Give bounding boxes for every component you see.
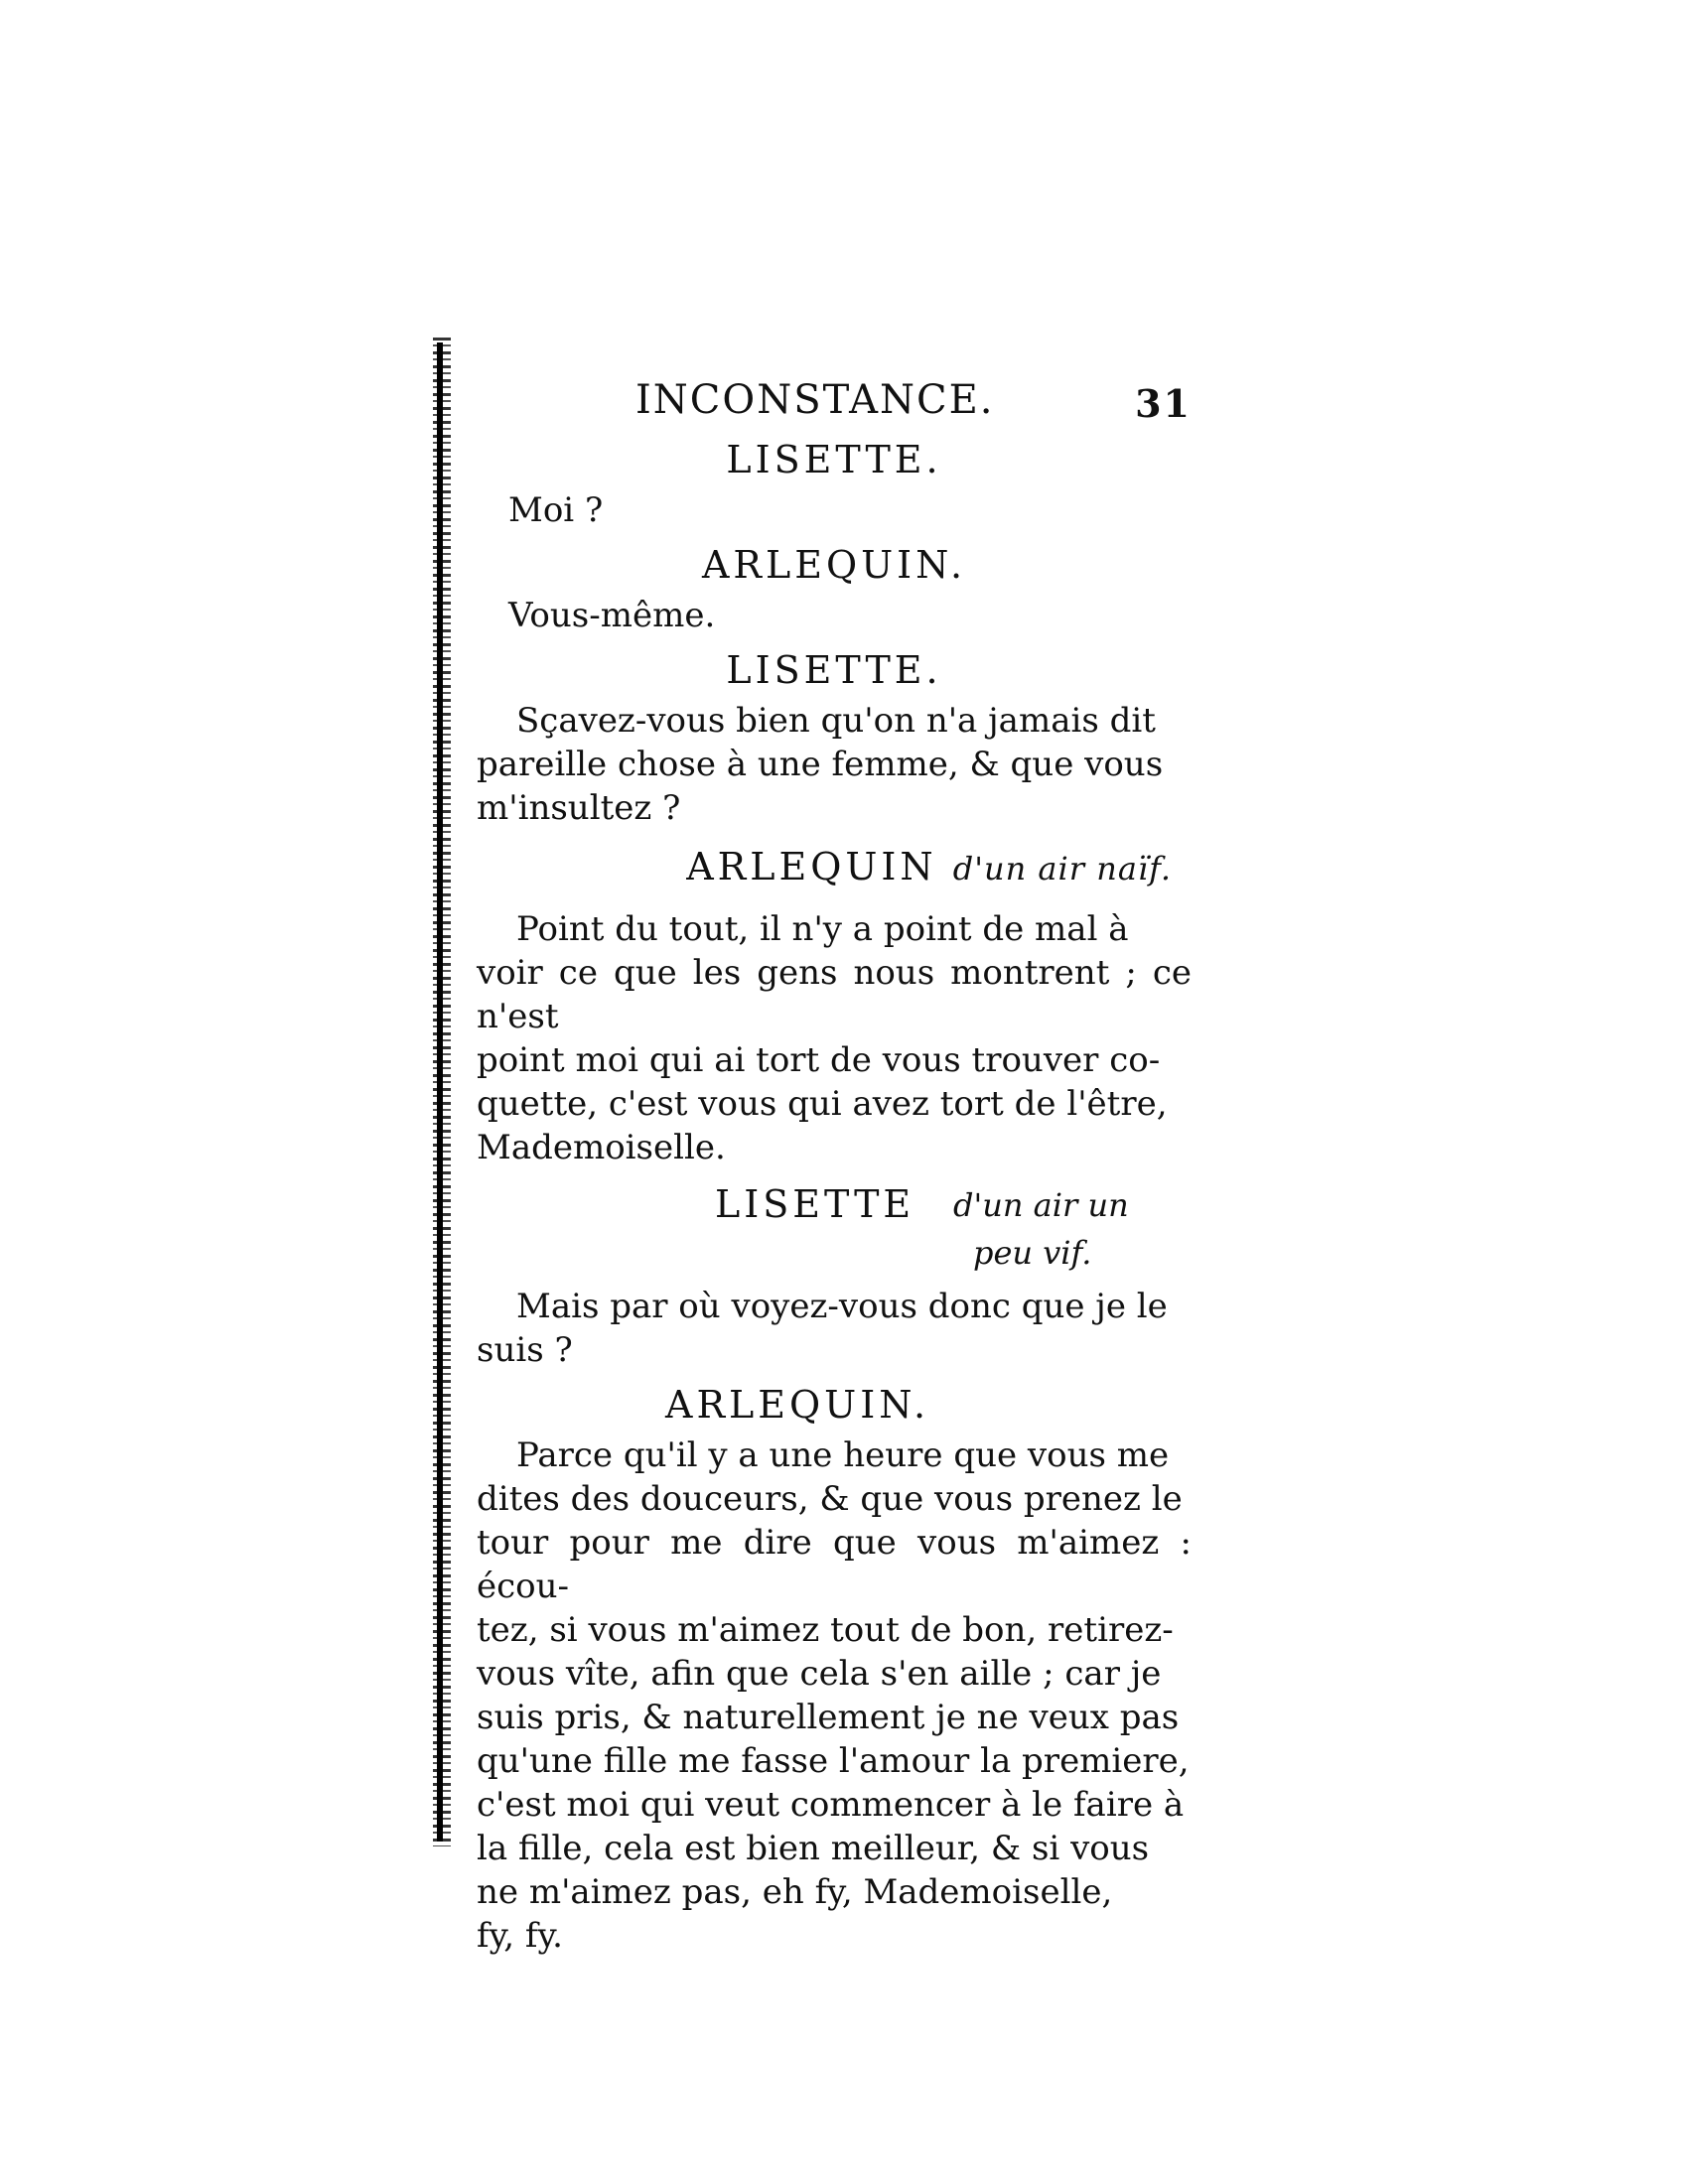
speech-line: qu'une fille me fasse l'amour la premiere,	[477, 1741, 1190, 1781]
speaker-name: ARLEQUIN.	[701, 543, 967, 587]
speaker-name: LISETTE.	[726, 648, 942, 692]
speaker-name: ARLEQUIN.	[665, 1383, 930, 1427]
speech-line: la fille, cela est bien meilleur, & si vous	[477, 1829, 1150, 1868]
speech-line: fy, fy.	[477, 1916, 563, 1956]
speech-line: Parce qu'il y a une heure que vous me	[516, 1435, 1170, 1475]
speech-line: Point du tout, il n'y a point de mal à	[516, 909, 1129, 949]
page-number: 31	[1135, 381, 1192, 426]
page-text	[477, 367, 1192, 1958]
speaker-heading	[477, 838, 1192, 897]
speech-line: suis ?	[477, 1330, 573, 1370]
speech-line: vous vîte, afin que cela s'en aille ; car je	[477, 1654, 1162, 1694]
speech-line: Sçavez-vous bien qu'on n'a jamais dit	[516, 701, 1156, 741]
speech-line: quette, c'est vous qui avez tort de l'être,	[477, 1084, 1168, 1124]
speech-line: tez, si vous m'aimez tout de bon, retirez-	[477, 1610, 1174, 1650]
speech-line: tour pour me dire que vous m'aimez : écou-	[477, 1523, 1192, 1606]
speech-line: Vous-même.	[508, 596, 716, 635]
speech-line: c'est moi qui veut commencer à le faire à	[477, 1785, 1185, 1825]
stage-direction: peu vif.	[973, 1234, 1092, 1272]
binding-edge	[437, 342, 443, 1842]
speech-line: Moi ?	[508, 490, 604, 530]
running-head	[477, 367, 1192, 427]
speech-line: ne m'aimez pas, eh fy, Mademoiselle,	[477, 1872, 1113, 1912]
speech-line: suis pris, & naturellement je ne veux pas	[477, 1698, 1180, 1737]
speech-line: dites des douceurs, & que vous prenez le	[477, 1479, 1183, 1519]
speech-line: voir ce que les gens nous montrent ; ce n'est	[477, 953, 1192, 1036]
speaker-name: LISETTE.	[726, 438, 942, 481]
speaker-name: ARLEQUIN	[686, 845, 937, 888]
stage-direction: d'un air un	[953, 1186, 1129, 1224]
speech-line: pareille chose à une femme, & que vous	[477, 745, 1164, 784]
speech-line: m'insultez ?	[477, 788, 681, 828]
running-title: INCONSTANCE.	[635, 377, 995, 423]
speaker-heading	[477, 1175, 1192, 1285]
speech-line: Mais par où voyez-vous donc que je le	[516, 1287, 1168, 1326]
speaker-name: LISETTE	[715, 1182, 915, 1226]
speech-line: point moi qui ai tort de vous trouver co-	[477, 1040, 1161, 1080]
stage-direction: d'un air naïf.	[952, 850, 1172, 887]
speech-line: Mademoiselle.	[477, 1128, 726, 1167]
